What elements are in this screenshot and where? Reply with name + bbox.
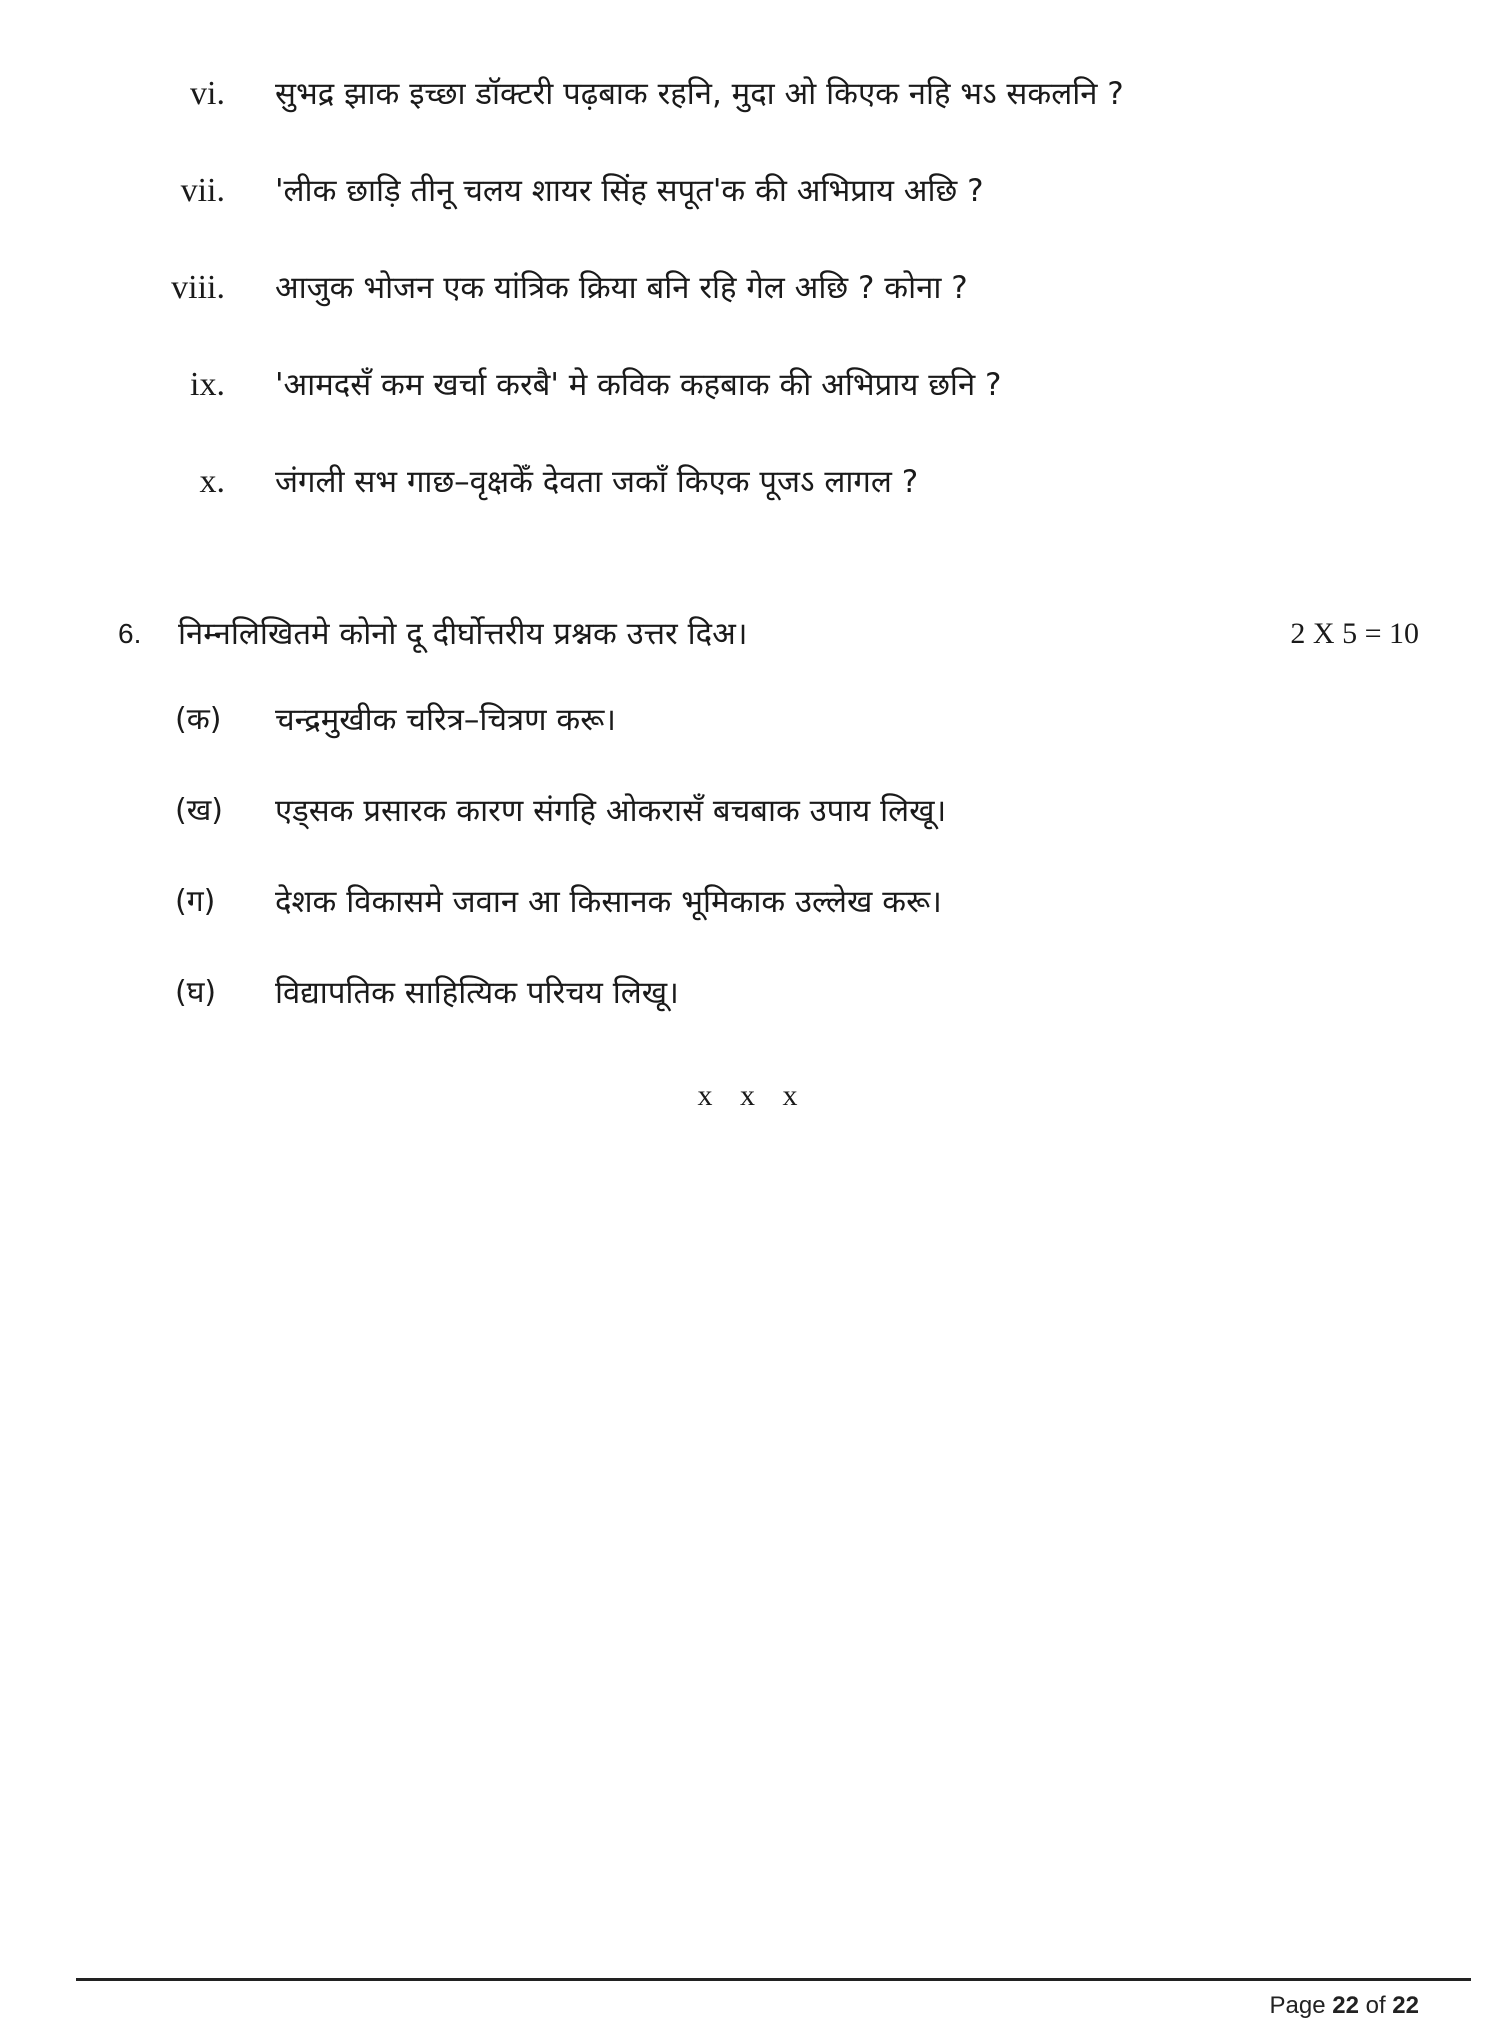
question-6-option-ka — [0, 690, 1505, 750]
question-text: जंगली सभ गाछ–वृक्षकेँ देवता जकाँ किएक पूजऽ लागल ? — [275, 464, 919, 500]
question-row-vii — [0, 161, 1505, 221]
option-label: (घ) — [175, 975, 217, 1010]
page-word: Page — [1269, 1992, 1326, 2019]
question-row-viii — [0, 258, 1505, 318]
question-text: आजुक भोजन एक यांत्रिक क्रिया बनि रहि गेल अछि ? कोना ? — [275, 270, 968, 306]
question-text: 'आमदसँ कम खर्चा करबै' मे कविक कहबाक की अभिप्राय छनि ? — [275, 367, 1002, 403]
end-of-paper-mark: x x x — [697, 1079, 808, 1112]
question-6-option-kha — [0, 781, 1505, 841]
option-text: देशक विकासमे जवान आ किसानक भूमिकाक उल्लेख करू। — [275, 884, 942, 920]
option-label: (क) — [175, 702, 222, 737]
option-text: एड्सक प्रसारक कारण संगहि ओकरासँ बचबाक उपाय लिखू। — [275, 793, 947, 829]
current-page: 22 — [1332, 1992, 1359, 2019]
question-6-number: 6. — [118, 618, 142, 649]
question-6-heading: निम्नलिखितमे कोनो दू दीर्घोत्तरीय प्रश्नक उत्तर दिअ। — [178, 616, 748, 652]
question-6-marks: 2 X 5 = 10 — [1290, 617, 1419, 650]
question-row-x — [0, 452, 1505, 512]
option-text: विद्यापतिक साहित्यिक परिचय लिखू। — [275, 975, 679, 1011]
option-label: (ग) — [175, 884, 216, 919]
question-6-option-gha — [0, 963, 1505, 1023]
question-text: 'लीक छाड़ि तीनू चलय शायर सिंह सपूत'क की अभिप्राय अछि ? — [275, 173, 984, 209]
question-row-vi — [0, 64, 1505, 124]
question-number: vi. — [190, 75, 225, 112]
question-6-option-ga — [0, 872, 1505, 932]
question-number: vii. — [180, 172, 225, 209]
question-text: सुभद्र झाक इच्छा डॉक्टरी पढ़बाक रहनि, मुदा ओ किएक नहि भऽ सकलनि ? — [275, 76, 1124, 112]
question-number: viii. — [171, 269, 225, 306]
question-number: ix. — [190, 366, 225, 403]
page-number — [1270, 1986, 1420, 2026]
question-row-ix — [0, 355, 1505, 415]
option-text: चन्द्रमुखीक चरित्र–चित्रण करू। — [275, 702, 617, 738]
total-pages: 22 — [1392, 1992, 1419, 2019]
option-label: (ख) — [175, 793, 223, 828]
question-6-heading-row — [0, 604, 1505, 664]
question-number: x. — [199, 463, 225, 500]
footer-divider — [76, 1978, 1471, 1981]
of-word: of — [1365, 1992, 1386, 2019]
